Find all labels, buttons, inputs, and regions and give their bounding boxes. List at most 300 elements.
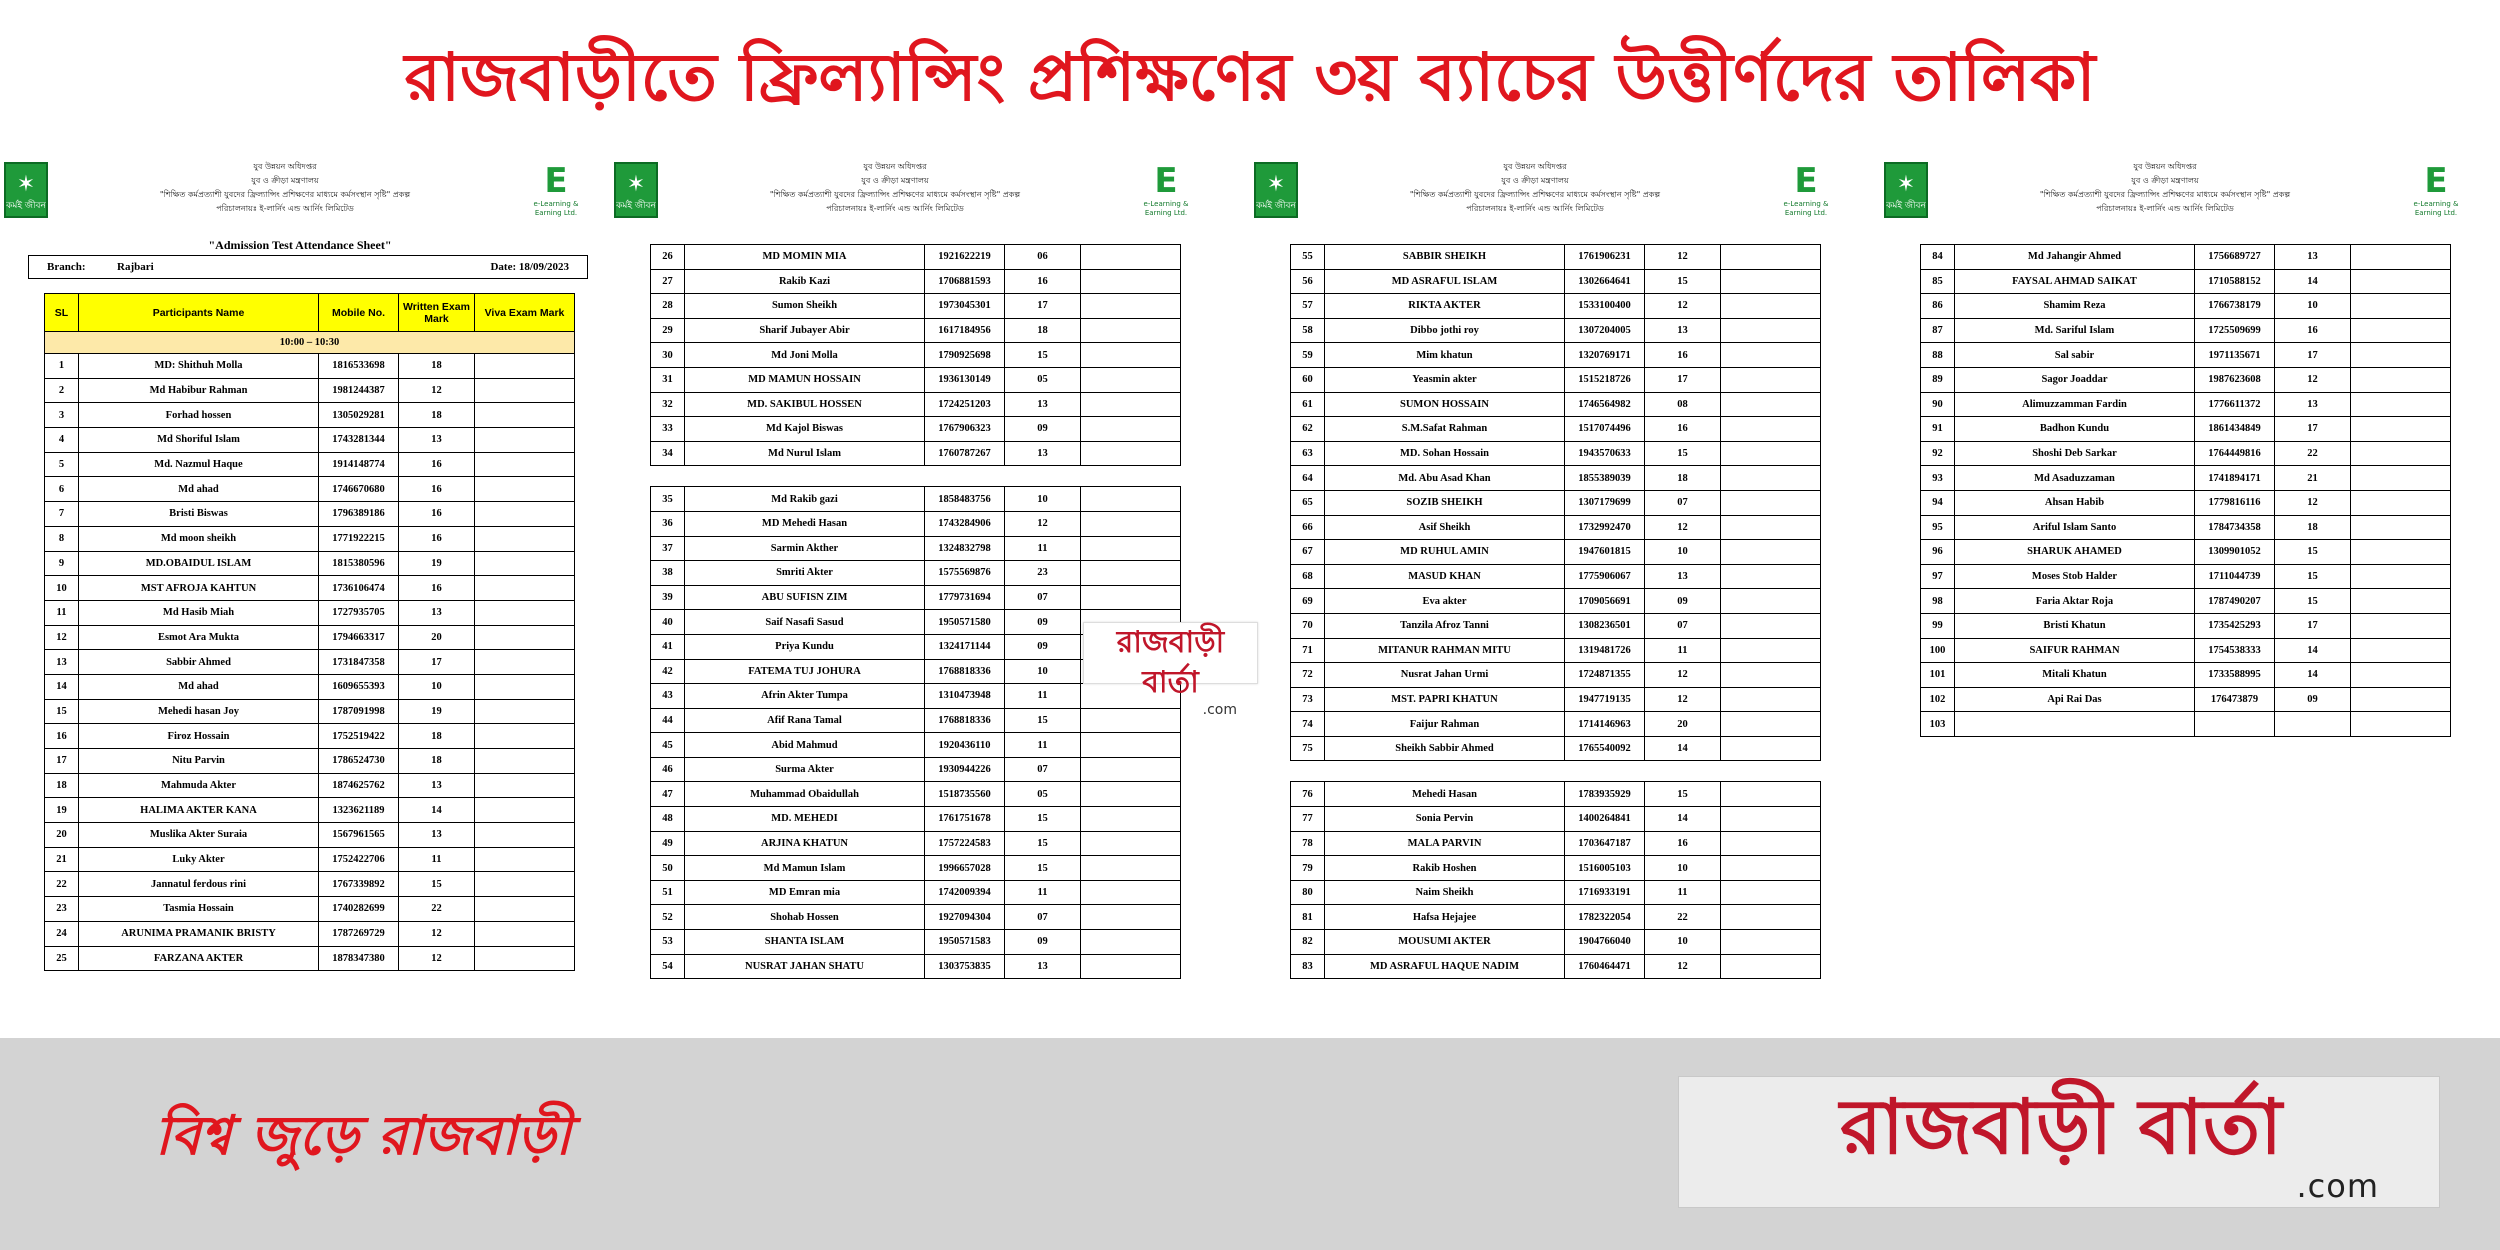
serial-cell: 101 xyxy=(1921,663,1955,688)
participant-name-cell: Shoshi Deb Sarkar xyxy=(1955,441,2195,466)
written-mark-cell: 23 xyxy=(1005,561,1081,586)
table-row xyxy=(45,749,575,774)
participant-name-cell: MD.OBAIDUL ISLAM xyxy=(79,551,319,576)
viva-mark-cell xyxy=(1721,638,1821,663)
logo-mark: E xyxy=(1794,161,1818,201)
written-mark-cell: 12 xyxy=(1005,511,1081,536)
participant-name-cell: Md ahad xyxy=(79,674,319,699)
sheet-header-text xyxy=(670,160,1120,216)
serial-cell: 88 xyxy=(1921,343,1955,368)
table-row xyxy=(1291,782,1821,807)
participant-name-cell: FAYSAL AHMAD SAIKAT xyxy=(1955,269,2195,294)
serial-cell: 29 xyxy=(651,318,685,343)
mobile-number-cell: 1320769171 xyxy=(1565,343,1645,368)
mobile-number-cell: 1764449816 xyxy=(2195,441,2275,466)
serial-cell: 12 xyxy=(45,625,79,650)
written-mark-cell: 15 xyxy=(1645,782,1721,807)
header-written-mark: Written Exam Mark xyxy=(399,294,475,332)
written-mark-cell: 10 xyxy=(1645,856,1721,881)
serial-cell: 69 xyxy=(1291,589,1325,614)
table-row xyxy=(1291,564,1821,589)
participant-name-cell: Md Kajol Biswas xyxy=(685,417,925,442)
table-row xyxy=(45,650,575,675)
header-viva-mark: Viva Exam Mark xyxy=(475,294,575,332)
table-row xyxy=(45,551,575,576)
viva-mark-cell xyxy=(475,378,575,403)
serial-cell: 35 xyxy=(651,487,685,512)
serial-cell: 44 xyxy=(651,708,685,733)
mobile-number-cell: 1816533698 xyxy=(319,354,399,379)
viva-mark-cell xyxy=(1721,515,1821,540)
written-mark-cell: 07 xyxy=(1005,905,1081,930)
participant-name-cell: Faijur Rahman xyxy=(1325,712,1565,737)
serial-cell: 17 xyxy=(45,749,79,774)
table-row xyxy=(45,798,575,823)
serial-cell: 57 xyxy=(1291,294,1325,319)
table-row xyxy=(1921,392,2451,417)
site-watermark xyxy=(1083,622,1258,718)
mobile-number-cell: 1516005103 xyxy=(1565,856,1645,881)
serial-cell: 61 xyxy=(1291,392,1325,417)
viva-mark-cell xyxy=(475,600,575,625)
elearning-logo xyxy=(520,162,592,218)
written-mark-cell: 20 xyxy=(399,625,475,650)
footer-banner xyxy=(0,1038,2500,1250)
table-row xyxy=(1291,638,1821,663)
serial-cell: 98 xyxy=(1921,589,1955,614)
written-mark-cell: 22 xyxy=(1645,905,1721,930)
table-row xyxy=(45,847,575,872)
attendance-sheet-1 xyxy=(0,158,600,1008)
written-mark-cell: 12 xyxy=(1645,954,1721,979)
table-row xyxy=(1291,807,1821,832)
participant-name-cell: Rakib Hoshen xyxy=(1325,856,1565,881)
table-row xyxy=(45,600,575,625)
participant-name-cell: Tasmia Hossain xyxy=(79,897,319,922)
serial-cell: 84 xyxy=(1921,245,1955,270)
viva-mark-cell xyxy=(1721,466,1821,491)
footer-tagline: বিশ্ব জুড়ে রাজবাড়ী xyxy=(155,1104,571,1167)
written-mark-cell: 12 xyxy=(1645,245,1721,270)
youth-department-logo: ✶ কর্মই জীবন xyxy=(4,162,48,218)
header-line-4: পরিচালনায়ঃ ই-লার্নিং এন্ড আর্নিং লিমিটেড xyxy=(216,204,354,213)
mobile-number-cell: 1858483756 xyxy=(925,487,1005,512)
mobile-number-cell: 1302664641 xyxy=(1565,269,1645,294)
written-mark-cell: 17 xyxy=(399,650,475,675)
participant-name-cell: SABBIR SHEIKH xyxy=(1325,245,1565,270)
viva-mark-cell xyxy=(1081,561,1181,586)
header-line-2: যুব ও ক্রীড়া মন্ত্রণালয় xyxy=(1501,176,1569,185)
table-row xyxy=(1291,269,1821,294)
participants-table xyxy=(1290,781,1821,979)
mobile-number-cell: 1727935705 xyxy=(319,600,399,625)
table-row xyxy=(1291,490,1821,515)
written-mark-cell: 11 xyxy=(1645,880,1721,905)
logo-mark: E xyxy=(544,161,568,201)
written-mark-cell: 07 xyxy=(1005,757,1081,782)
mobile-number-cell: 1743281344 xyxy=(319,428,399,453)
serial-cell: 38 xyxy=(651,561,685,586)
participant-name-cell: Mehedi hasan Joy xyxy=(79,699,319,724)
elearning-logo xyxy=(1130,162,1202,218)
viva-mark-cell xyxy=(1081,511,1181,536)
viva-mark-cell xyxy=(1721,490,1821,515)
participant-name-cell: Alimuzzamman Fardin xyxy=(1955,392,2195,417)
table-row xyxy=(651,782,1181,807)
written-mark-cell: 16 xyxy=(2275,318,2351,343)
logo-caption: কর্মই জীবন xyxy=(616,201,656,211)
serial-cell: 90 xyxy=(1921,392,1955,417)
viva-mark-cell xyxy=(1721,930,1821,955)
logo-mark: E xyxy=(2424,161,2448,201)
mobile-number-cell: 1766738179 xyxy=(2195,294,2275,319)
mobile-number-cell: 1617184956 xyxy=(925,318,1005,343)
table-row xyxy=(45,428,575,453)
participant-name-cell: MD. SAKIBUL HOSSEN xyxy=(685,392,925,417)
mobile-number-cell: 1324171144 xyxy=(925,634,1005,659)
viva-mark-cell xyxy=(475,921,575,946)
viva-mark-cell xyxy=(2351,367,2451,392)
written-mark-cell: 18 xyxy=(1645,466,1721,491)
mobile-number-cell: 1517074496 xyxy=(1565,417,1645,442)
participants-table xyxy=(1920,244,2451,737)
serial-cell: 5 xyxy=(45,452,79,477)
logo-caption: কর্মই জীবন xyxy=(1256,201,1296,211)
serial-cell: 19 xyxy=(45,798,79,823)
header-line-4: পরিচালনায়ঃ ই-লার্নিং এন্ড আর্নিং লিমিটেড xyxy=(826,204,964,213)
written-mark-cell: 15 xyxy=(2275,564,2351,589)
serial-cell: 20 xyxy=(45,823,79,848)
participant-name-cell: Tanzila Afroz Tanni xyxy=(1325,613,1565,638)
viva-mark-cell xyxy=(1721,367,1821,392)
written-mark-cell: 13 xyxy=(399,428,475,453)
participant-name-cell: Md Nurul Islam xyxy=(685,441,925,466)
mobile-number-cell: 1533100400 xyxy=(1565,294,1645,319)
serial-cell: 24 xyxy=(45,921,79,946)
written-mark-cell: 12 xyxy=(399,946,475,971)
viva-mark-cell xyxy=(1721,294,1821,319)
written-mark-cell: 16 xyxy=(1645,343,1721,368)
serial-cell: 36 xyxy=(651,511,685,536)
participants-table xyxy=(650,486,1181,979)
written-mark-cell: 09 xyxy=(1005,610,1081,635)
serial-cell: 28 xyxy=(651,294,685,319)
participant-name-cell: ABU SUFISN ZIM xyxy=(685,585,925,610)
serial-cell: 102 xyxy=(1921,687,1955,712)
watermark-main: রাজবাড়ী বার্তা xyxy=(1116,625,1225,700)
sheet-header xyxy=(1250,158,1850,220)
header-line-3: "শিক্ষিত কর্মপ্রত্যাশী যুবদের ফ্রিল্যান্সিং প্রশিক্ষণের মাধ্যমে কর্মসংস্থান সৃষ্টি" প্রকল্প xyxy=(2039,190,2291,199)
serial-cell: 67 xyxy=(1291,540,1325,565)
participant-name-cell: Md Jahangir Ahmed xyxy=(1955,245,2195,270)
mobile-number-cell: 1794663317 xyxy=(319,625,399,650)
viva-mark-cell xyxy=(2351,392,2451,417)
mobile-number-cell: 1742009394 xyxy=(925,880,1005,905)
mobile-number-cell: 1996657028 xyxy=(925,856,1005,881)
serial-cell: 41 xyxy=(651,634,685,659)
participant-name-cell: Nusrat Jahan Urmi xyxy=(1325,663,1565,688)
participant-name-cell: Sagor Joaddar xyxy=(1955,367,2195,392)
viva-mark-cell xyxy=(1721,736,1821,761)
serial-cell: 70 xyxy=(1291,613,1325,638)
viva-mark-cell xyxy=(1081,417,1181,442)
table-row xyxy=(651,318,1181,343)
serial-cell: 78 xyxy=(1291,831,1325,856)
serial-cell: 26 xyxy=(651,245,685,270)
written-mark-cell: 10 xyxy=(2275,294,2351,319)
logo-text: e-Learning & Earning Ltd. xyxy=(2413,200,2459,217)
header-line-4: পরিচালনায়ঃ ই-লার্নিং এন্ড আর্নিং লিমিটেড xyxy=(2096,204,2234,213)
serial-cell: 65 xyxy=(1291,490,1325,515)
table-row xyxy=(1921,417,2451,442)
participant-name-cell: Md. Abu Asad Khan xyxy=(1325,466,1565,491)
serial-cell: 48 xyxy=(651,807,685,832)
table-row xyxy=(651,343,1181,368)
logo-text: e-Learning & Earning Ltd. xyxy=(1143,200,1189,217)
written-mark-cell: 15 xyxy=(1005,708,1081,733)
mobile-number-cell: 1782322054 xyxy=(1565,905,1645,930)
written-mark-cell: 09 xyxy=(2275,687,2351,712)
participant-name-cell: Md Rakib gazi xyxy=(685,487,925,512)
mobile-number-cell: 1973045301 xyxy=(925,294,1005,319)
viva-mark-cell xyxy=(1721,417,1821,442)
participant-name-cell: Dibbo jothi roy xyxy=(1325,318,1565,343)
header-line-1: যুব উন্নয়ন অধিদপ্তর xyxy=(253,162,317,171)
table-row xyxy=(45,354,575,379)
mobile-number-cell: 1784734358 xyxy=(2195,515,2275,540)
participant-name-cell: MST. PAPRI KHATUN xyxy=(1325,687,1565,712)
participant-name-cell: Api Rai Das xyxy=(1955,687,2195,712)
mobile-number-cell: 1711044739 xyxy=(2195,564,2275,589)
viva-mark-cell xyxy=(2351,245,2451,270)
table-row xyxy=(1921,318,2451,343)
written-mark-cell: 16 xyxy=(399,526,475,551)
written-mark-cell: 07 xyxy=(1645,613,1721,638)
participant-name-cell: ARUNIMA PRAMANIK BRISTY xyxy=(79,921,319,946)
table-row xyxy=(1921,245,2451,270)
mobile-number-cell: 1733588995 xyxy=(2195,663,2275,688)
viva-mark-cell xyxy=(1081,757,1181,782)
viva-mark-cell xyxy=(475,403,575,428)
written-mark-cell: 12 xyxy=(399,378,475,403)
participant-name-cell: Sabbir Ahmed xyxy=(79,650,319,675)
serial-cell: 85 xyxy=(1921,269,1955,294)
mobile-number-cell: 1736106474 xyxy=(319,576,399,601)
mobile-number-cell: 1904766040 xyxy=(1565,930,1645,955)
serial-cell: 37 xyxy=(651,536,685,561)
participant-name-cell: MD: Shithuh Molla xyxy=(79,354,319,379)
viva-mark-cell xyxy=(1081,807,1181,832)
table-row xyxy=(651,511,1181,536)
participant-name-cell: Md. Nazmul Haque xyxy=(79,452,319,477)
serial-cell: 100 xyxy=(1921,638,1955,663)
mobile-number-cell: 1752519422 xyxy=(319,724,399,749)
header-line-2: যুব ও ক্রীড়া মন্ত্রণালয় xyxy=(251,176,319,185)
participant-name-cell: Rakib Kazi xyxy=(685,269,925,294)
written-mark-cell: 14 xyxy=(2275,269,2351,294)
serial-cell: 47 xyxy=(651,782,685,807)
mobile-number-cell: 1761751678 xyxy=(925,807,1005,832)
written-mark-cell: 12 xyxy=(1645,687,1721,712)
header-sl: SL xyxy=(45,294,79,332)
mobile-number-cell: 1767906323 xyxy=(925,417,1005,442)
written-mark-cell: 18 xyxy=(2275,515,2351,540)
serial-cell: 16 xyxy=(45,724,79,749)
mobile-number-cell: 1775906067 xyxy=(1565,564,1645,589)
sheet-header-text xyxy=(1940,160,2390,216)
written-mark-cell: 12 xyxy=(1645,663,1721,688)
participant-name-cell: MALA PARVIN xyxy=(1325,831,1565,856)
written-mark-cell: 20 xyxy=(1645,712,1721,737)
table-row xyxy=(1921,367,2451,392)
viva-mark-cell xyxy=(2351,589,2451,614)
viva-mark-cell xyxy=(1081,733,1181,758)
mobile-number-cell: 1768818336 xyxy=(925,708,1005,733)
viva-mark-cell xyxy=(475,625,575,650)
table-row xyxy=(45,526,575,551)
serial-cell: 27 xyxy=(651,269,685,294)
participant-name-cell: ARJINA KHATUN xyxy=(685,831,925,856)
viva-mark-cell xyxy=(1721,687,1821,712)
mobile-number-cell: 1950571583 xyxy=(925,930,1005,955)
viva-mark-cell xyxy=(1081,831,1181,856)
brand-name: রাজবাড়ী বার্তা xyxy=(1839,1082,2283,1171)
viva-mark-cell xyxy=(1081,905,1181,930)
viva-mark-cell xyxy=(475,477,575,502)
participant-name-cell: Bristi Khatun xyxy=(1955,613,2195,638)
mobile-number-cell: 1746670680 xyxy=(319,477,399,502)
participant-name-cell: SHARUK AHAMED xyxy=(1955,540,2195,565)
viva-mark-cell xyxy=(1721,807,1821,832)
written-mark-cell: 13 xyxy=(399,773,475,798)
serial-cell: 43 xyxy=(651,684,685,709)
table-row xyxy=(1291,930,1821,955)
written-mark-cell: 09 xyxy=(1645,589,1721,614)
mobile-number-cell: 1743284906 xyxy=(925,511,1005,536)
viva-mark-cell xyxy=(2351,294,2451,319)
mobile-number-cell: 1776611372 xyxy=(2195,392,2275,417)
table-row xyxy=(45,724,575,749)
viva-mark-cell xyxy=(475,897,575,922)
written-mark-cell: 16 xyxy=(1645,417,1721,442)
viva-mark-cell xyxy=(1721,663,1821,688)
written-mark-cell: 07 xyxy=(1005,585,1081,610)
serial-cell: 60 xyxy=(1291,367,1325,392)
participants-table xyxy=(44,293,575,971)
mobile-number-cell: 1307179699 xyxy=(1565,490,1645,515)
table-row xyxy=(1921,613,2451,638)
table-row xyxy=(45,872,575,897)
viva-mark-cell xyxy=(1081,245,1181,270)
participant-name-cell: Sarmin Akther xyxy=(685,536,925,561)
table-row xyxy=(1291,318,1821,343)
serial-cell: 79 xyxy=(1291,856,1325,881)
participant-name-cell: Asif Sheikh xyxy=(1325,515,1565,540)
sheet-header-text xyxy=(1310,160,1760,216)
written-mark-cell: 17 xyxy=(1645,367,1721,392)
written-mark-cell: 05 xyxy=(1005,367,1081,392)
viva-mark-cell xyxy=(475,749,575,774)
table-row xyxy=(45,625,575,650)
viva-mark-cell xyxy=(475,551,575,576)
serial-cell: 33 xyxy=(651,417,685,442)
serial-cell: 15 xyxy=(45,699,79,724)
participant-name-cell: Yeasmin akter xyxy=(1325,367,1565,392)
table-row xyxy=(651,561,1181,586)
participant-name-cell: MOUSUMI AKTER xyxy=(1325,930,1565,955)
serial-cell: 53 xyxy=(651,930,685,955)
participant-name-cell: MD ASRAFUL ISLAM xyxy=(1325,269,1565,294)
viva-mark-cell xyxy=(1081,536,1181,561)
written-mark-cell: 09 xyxy=(1005,930,1081,955)
written-mark-cell: 08 xyxy=(1645,392,1721,417)
viva-mark-cell xyxy=(475,823,575,848)
mobile-number-cell: 1878347380 xyxy=(319,946,399,971)
written-mark-cell: 14 xyxy=(2275,638,2351,663)
mobile-number-cell: 1786524730 xyxy=(319,749,399,774)
mobile-number-cell: 1567961565 xyxy=(319,823,399,848)
mobile-number-cell: 1920436110 xyxy=(925,733,1005,758)
table-row xyxy=(1291,831,1821,856)
written-mark-cell: 15 xyxy=(399,872,475,897)
written-mark-cell: 10 xyxy=(399,674,475,699)
viva-mark-cell xyxy=(1721,954,1821,979)
watermark-sub: .com xyxy=(1202,702,1237,718)
participant-name-cell: Sumon Sheikh xyxy=(685,294,925,319)
header-mobile: Mobile No. xyxy=(319,294,399,332)
mobile-number-cell: 176473879 xyxy=(2195,687,2275,712)
viva-mark-cell xyxy=(475,452,575,477)
table-row xyxy=(651,954,1181,979)
written-mark-cell: 16 xyxy=(399,477,475,502)
written-mark-cell: 11 xyxy=(1005,880,1081,905)
mobile-number-cell: 1305029281 xyxy=(319,403,399,428)
table-row xyxy=(651,367,1181,392)
mobile-number-cell: 1324832798 xyxy=(925,536,1005,561)
viva-mark-cell xyxy=(1081,343,1181,368)
serial-cell: 56 xyxy=(1291,269,1325,294)
participant-name-cell: Md Shoriful Islam xyxy=(79,428,319,453)
participant-name-cell: MASUD KHAN xyxy=(1325,564,1565,589)
serial-cell: 46 xyxy=(651,757,685,782)
viva-mark-cell xyxy=(2351,564,2451,589)
header-line-1: যুব উন্নয়ন অধিদপ্তর xyxy=(2133,162,2197,171)
written-mark-cell: 13 xyxy=(1645,564,1721,589)
serial-cell: 22 xyxy=(45,872,79,897)
participant-name-cell: MD. Sohan Hossain xyxy=(1325,441,1565,466)
table-row xyxy=(1291,515,1821,540)
written-mark-cell: 18 xyxy=(399,724,475,749)
participant-name-cell: Muslika Akter Suraia xyxy=(79,823,319,848)
written-mark-cell: 22 xyxy=(399,897,475,922)
viva-mark-cell xyxy=(1721,589,1821,614)
table-row xyxy=(1291,687,1821,712)
branch-label: Branch: xyxy=(47,261,86,273)
viva-mark-cell xyxy=(1721,540,1821,565)
logo-text: e-Learning & Earning Ltd. xyxy=(533,200,579,217)
serial-cell: 55 xyxy=(1291,245,1325,270)
table-row xyxy=(1291,589,1821,614)
table-row xyxy=(651,536,1181,561)
serial-cell: 3 xyxy=(45,403,79,428)
table-row xyxy=(1291,712,1821,737)
viva-mark-cell xyxy=(2351,343,2451,368)
written-mark-cell: 15 xyxy=(1005,856,1081,881)
serial-cell: 83 xyxy=(1291,954,1325,979)
table-row xyxy=(1921,712,2451,737)
written-mark-cell: 21 xyxy=(2275,466,2351,491)
mobile-number-cell: 1515218726 xyxy=(1565,367,1645,392)
